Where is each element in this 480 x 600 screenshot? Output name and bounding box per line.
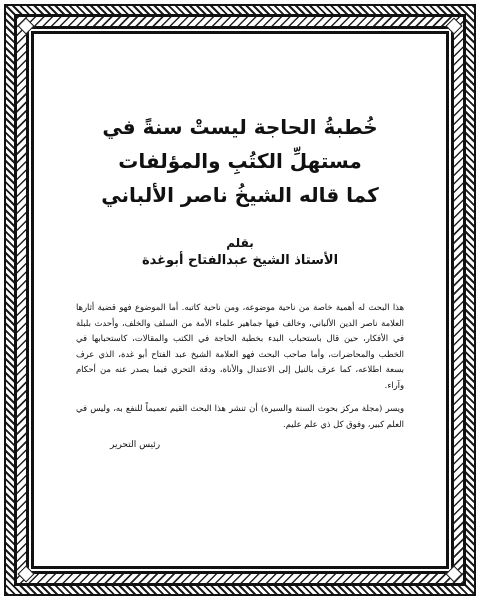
author-name: الأستاذ الشيخ عبدالفتاح أبوغدة: [141, 253, 339, 268]
title-line-2: مستهلِّ الكتُبِ والمؤلفات: [118, 149, 362, 173]
byline: بقلم: [226, 236, 254, 250]
paragraph-1: هذا البحث له أهمية خاصة من ناحية موضوعه، ومن ناحية كاتبه. أما الموضوع فهو قضية أثارها العلامة ناصر الدين الألباني، وخالف فيها جماهير علماء الأمة من السلف والخلف، وأحدث بلبلة في الأفكار، حين قال باستحباب البدء بخطبة الحاجة في الكتب والمقالات، كاستحبابها في الخطب والمحاضرات، وأما صاحب البحث فهو العلامة الشيخ عبد الفتاح أبو غدة، الذي عرف بسعة اطلاعه، كما عرف بالنيل إلى الاعتدال والأناة، ودقة التحري فيما يصدر عنه من أحكام وآراء.: [76, 302, 404, 390]
signature: رئيس التحرير: [110, 440, 161, 450]
title-line-3: كما قاله الشيخُ ناصر الألباني: [101, 183, 379, 207]
title-line-1: خُطبةُ الحاجة ليستْ سنةً في: [102, 115, 378, 139]
paragraph-2: ويسر (مجلة مركز بحوث السنة والسيرة) أن تنشر هذا البحث القيم تعميماً للنفع به، وليس في العلم كبير، وفوق كل ذي علم عليم.: [76, 403, 404, 429]
body-text: [70, 300, 410, 432]
page-content: [70, 110, 410, 580]
